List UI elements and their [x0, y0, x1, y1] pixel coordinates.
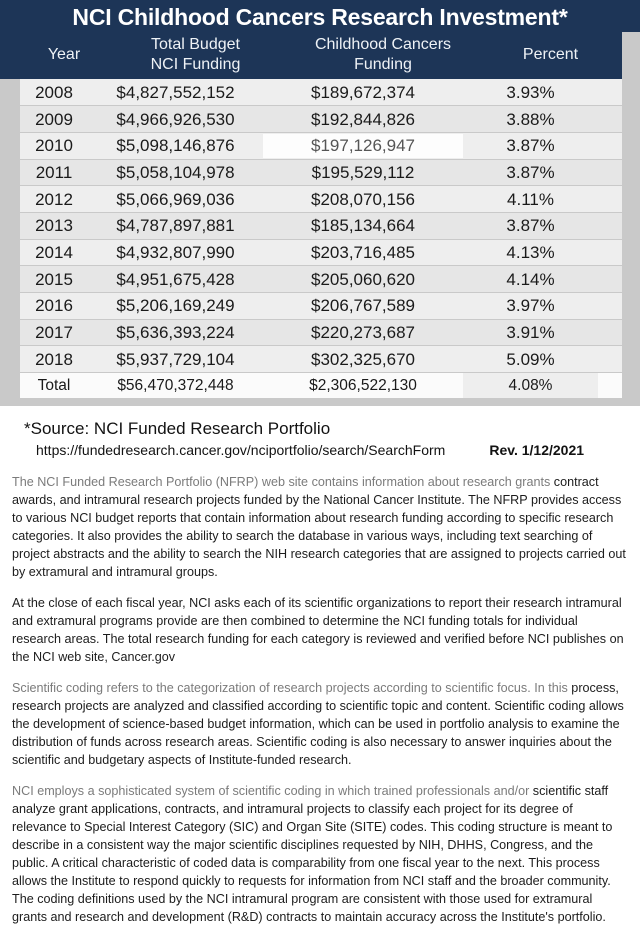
cell-total-budget: $5,937,729,104: [116, 349, 235, 369]
paragraph-lead-line: The NCI Funded Research Portfolio (NFRP) web site contains information about research grants: [12, 474, 551, 489]
table-row: [20, 160, 622, 187]
paragraph-lead-line: Scientific coding refers to the categorization of research projects according to scientific focus. In this: [12, 680, 568, 695]
paragraph: [12, 782, 628, 926]
cell-percent-avg: 4.08%: [463, 373, 598, 398]
cell-childhood-funding: $302,325,670: [311, 349, 415, 369]
cell-year: 2017: [35, 323, 73, 342]
description-paragraphs: [0, 461, 640, 926]
title-band: [0, 0, 640, 32]
cell-percent: 3.87%: [506, 136, 555, 156]
cell-childhood-funding: $197,126,947: [263, 134, 463, 158]
paragraph-body: process, research projects are analyzed and classified according to scientific topic and content. Scientific coding allows the development of science-based budget information, which can be used in portfolio analysis to examine the distribution of funds across research areas. Scientific coding is also necessary to answer inquiries about the scientific and budgetary aspects of Institute-funded research.: [12, 680, 624, 767]
cell-childhood-funding: $208,070,156: [311, 189, 415, 209]
cell-total-budget: $4,932,807,990: [116, 242, 235, 262]
cell-total-budget: $4,951,675,428: [116, 269, 235, 289]
cell-childhood-funding: $206,767,589: [311, 296, 415, 316]
cell-childhood-funding: $189,672,374: [311, 82, 415, 102]
table-row: [20, 293, 622, 320]
cell-year: 2008: [35, 82, 73, 102]
column-header-childhood-line2: Funding: [354, 55, 412, 73]
cell-year: 2012: [35, 189, 73, 209]
cell-year: 2010: [35, 136, 73, 156]
cell-percent: 3.93%: [506, 82, 555, 102]
cell-percent: 5.09%: [506, 349, 555, 369]
cell-total-budget: $4,787,897,881: [116, 216, 235, 236]
cell-percent: 4.14%: [506, 269, 555, 289]
table-row: [20, 240, 622, 267]
column-header-percent-line1: Percent: [522, 46, 579, 64]
cell-total-label: Total: [37, 376, 71, 394]
cell-childhood-funding: $192,844,826: [311, 109, 415, 129]
table-total-row: [20, 373, 622, 398]
column-header-childhood-cancers: [283, 35, 483, 74]
cell-childhood-funding: $195,529,112: [311, 162, 415, 182]
column-header-total-budget-line1: Total Budget: [151, 36, 240, 54]
cell-total-budget: $5,098,146,876: [116, 136, 235, 156]
paragraph-body: contract awards, and intramural research projects funded by the National Cancer Institute. The NFRP provides access to various NCI budget reports that contain information about research funding according to specific research categories. It also provides the ability to search the database in various ways, including text searching of project abstracts and the ability to search the NIH research categories that are assigned to projects carried out by extramural and intramural groups.: [12, 474, 626, 579]
revision-date: Rev. 1/12/2021: [489, 441, 585, 458]
cell-year: 2018: [35, 349, 73, 369]
table-row: [20, 186, 622, 213]
column-header-total-budget: [108, 35, 283, 74]
table-row: [20, 346, 622, 373]
cell-year: 2015: [35, 269, 73, 289]
investment-table-block: [0, 0, 640, 406]
paragraph: [12, 594, 628, 666]
column-header-year: [20, 45, 108, 65]
cell-percent: 3.97%: [506, 296, 555, 316]
cell-percent: 3.91%: [506, 323, 555, 342]
cell-percent: 3.87%: [506, 216, 555, 236]
table-header-row: [0, 32, 622, 79]
cell-total-budget: $4,827,552,152: [116, 82, 235, 102]
paragraph: [12, 679, 628, 769]
table-row: [20, 320, 622, 347]
source-label: *Source: NCI Funded Research Portfolio: [24, 419, 331, 439]
cell-total-budget: $5,066,969,036: [116, 189, 235, 209]
source-url: https://fundedresearch.cancer.gov/nciportfolio/search/SearchForm: [36, 441, 446, 458]
paragraph-body: scientific staff analyze grant applications, contracts, and intramural projects to classify each project for its degree of relevance to Special Interest Category (SIC) and Organ Site (SITE) codes. This coding structure is meant to describe in a consistent way the major scientific disciplines requested by NIH, DHHS, Congress, and the public. A critical characteristic of coded data is comparability from one fiscal year to the next. This process allows the Institute to respond quickly to requests for information from NCI staff and the broader community. The coding definitions used by the NCI intramural program are consistent with those used for extramural grants and research and development (R&D) contracts to maintain accuracy across the Institute's portfolio.: [12, 783, 613, 924]
cell-year: 2011: [35, 162, 73, 182]
cell-percent: 4.13%: [506, 242, 555, 262]
cell-year: 2016: [35, 296, 73, 316]
cell-year: 2009: [35, 109, 73, 129]
source-block: [0, 406, 640, 461]
cell-percent: 4.11%: [507, 189, 554, 209]
table-body: [0, 79, 640, 398]
cell-childhood-funding: $220,273,687: [311, 323, 415, 342]
cell-childhood-funding: $185,134,664: [311, 216, 415, 236]
column-header-percent: [483, 45, 618, 65]
paragraph-lead-line: NCI employs a sophisticated system of scientific coding in which trained professionals and/or: [12, 783, 530, 798]
paragraph: [12, 473, 628, 581]
column-header-year-line1: Year: [47, 46, 81, 64]
cell-total-budget: $5,206,169,249: [116, 296, 235, 316]
table-row: [20, 106, 622, 133]
table-row: [20, 213, 622, 240]
cell-childhood-funding: $205,060,620: [311, 269, 415, 289]
cell-total-budget: $4,966,926,530: [116, 109, 235, 129]
cell-total-budget: $5,636,393,224: [116, 323, 235, 342]
cell-year: 2013: [35, 216, 73, 236]
cell-percent: 3.88%: [506, 109, 555, 129]
cell-childhood-funding: $203,716,485: [311, 242, 415, 262]
table-row: [20, 266, 622, 293]
page-title: NCI Childhood Cancers Research Investment*: [72, 4, 568, 30]
cell-childhood-funding-sum: $2,306,522,130: [309, 376, 417, 394]
column-header-total-budget-line2: NCI Funding: [150, 55, 241, 73]
cell-total-budget-sum: $56,470,372,448: [117, 376, 234, 394]
paragraph-body: At the close of each fiscal year, NCI asks each of its scientific organizations to report their research intramural and extramural programs provide are then combined to determine the NCI funding totals for individual research areas. The total research funding for each category is reviewed and verified before NCI publishes on the NCI web site, Cancer.gov: [12, 595, 624, 664]
cell-total-budget: $5,058,104,978: [116, 162, 235, 182]
table-row: [20, 79, 622, 106]
source-url-row: [0, 441, 640, 461]
cell-year: 2014: [35, 242, 73, 262]
cell-percent: 3.87%: [506, 162, 555, 182]
table-row: [20, 133, 622, 160]
column-header-childhood-line1: Childhood Cancers: [314, 36, 452, 54]
